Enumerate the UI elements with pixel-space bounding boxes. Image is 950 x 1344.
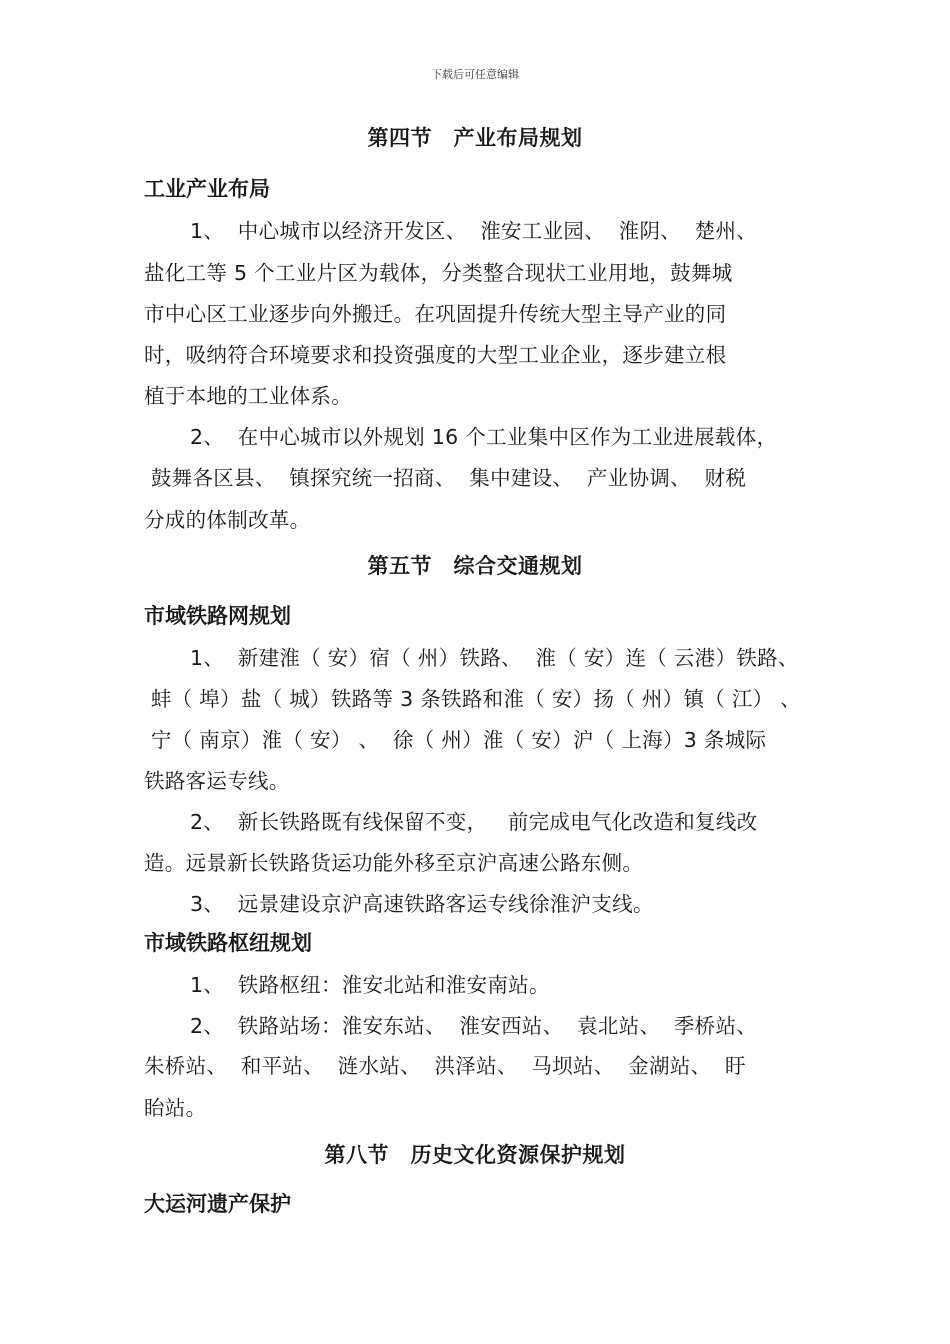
paragraph-line: 3、 远景建设京沪高速铁路客运专线徐淮沪支线。 bbox=[190, 892, 654, 916]
paragraph-line: 时，吸纳符合环境要求和投资强度的大型工业企业，逐步建立根 bbox=[144, 343, 727, 367]
subsection-heading: 市域铁路枢纽规划 bbox=[144, 931, 312, 955]
paragraph-line: 盐化工等 5 个工业片区为载体，分类整合现状工业用地，鼓舞城 bbox=[144, 261, 733, 285]
paragraph-line: 植于本地的工业体系。 bbox=[144, 384, 352, 408]
paragraph-line: 宁（ 南京）淮（ 安） 、 徐（ 州）淮（ 安）沪（ 上海）3 条城际 bbox=[144, 728, 767, 752]
subsection-heading: 市域铁路网规划 bbox=[144, 604, 291, 628]
paragraph-line: 1、 新建淮（ 安）宿（ 州）铁路、 淮（ 安）连（ 云港）铁路、 bbox=[190, 646, 799, 670]
paragraph-line: 分成的体制改革。 bbox=[144, 508, 311, 532]
paragraph-line: 2、 在中心城市以外规划 16 个工业集中区作为工业进展载体， bbox=[190, 425, 778, 449]
paragraph-line: 1、 中心城市以经济开发区、 淮安工业园、 淮阴、 楚州、 bbox=[190, 219, 758, 243]
section-title: 第八节 历史文化资源保护规划 bbox=[324, 1143, 626, 1167]
paragraph-line: 铁路客运专线。 bbox=[144, 769, 290, 793]
paragraph-line: 朱桥站、 和平站、 涟水站、 洪泽站、 马坝站、 金湖站、 盱 bbox=[144, 1054, 746, 1078]
paragraph-line: 鼓舞各区县、 镇探究统一招商、 集中建设、 产业协调、 财税 bbox=[144, 466, 747, 490]
paragraph-line: 造。远景新长铁路货运功能外移至京沪高速公路东侧。 bbox=[144, 851, 644, 875]
paragraph-line: 眙站。 bbox=[144, 1096, 207, 1120]
paragraph-line: 2、 铁路站场：淮安东站、 淮安西站、 袁北站、 季桥站、 bbox=[190, 1014, 758, 1038]
subsection-heading: 工业产业布局 bbox=[144, 177, 270, 201]
section-title: 第四节 产业布局规划 bbox=[367, 126, 583, 150]
paragraph-line: 蚌（ 埠）盐（ 城）铁路等 3 条铁路和淮（ 安）扬（ 州）镇（ 江） 、 bbox=[144, 687, 802, 711]
subsection-heading: 大运河遗产保护 bbox=[144, 1192, 291, 1216]
paragraph-line: 市中心区工业逐步向外搬迁。在巩固提升传统大型主导产业的同 bbox=[144, 302, 727, 326]
header-note: 下载后可任意编辑 bbox=[431, 68, 519, 81]
paragraph-line: 1、 铁路枢纽：淮安北站和淮安南站。 bbox=[190, 973, 550, 997]
paragraph-line: 2、 新长铁路既有线保留不变， 前完成电气化改造和复线改 bbox=[190, 810, 758, 834]
section-title: 第五节 综合交通规划 bbox=[367, 554, 583, 578]
